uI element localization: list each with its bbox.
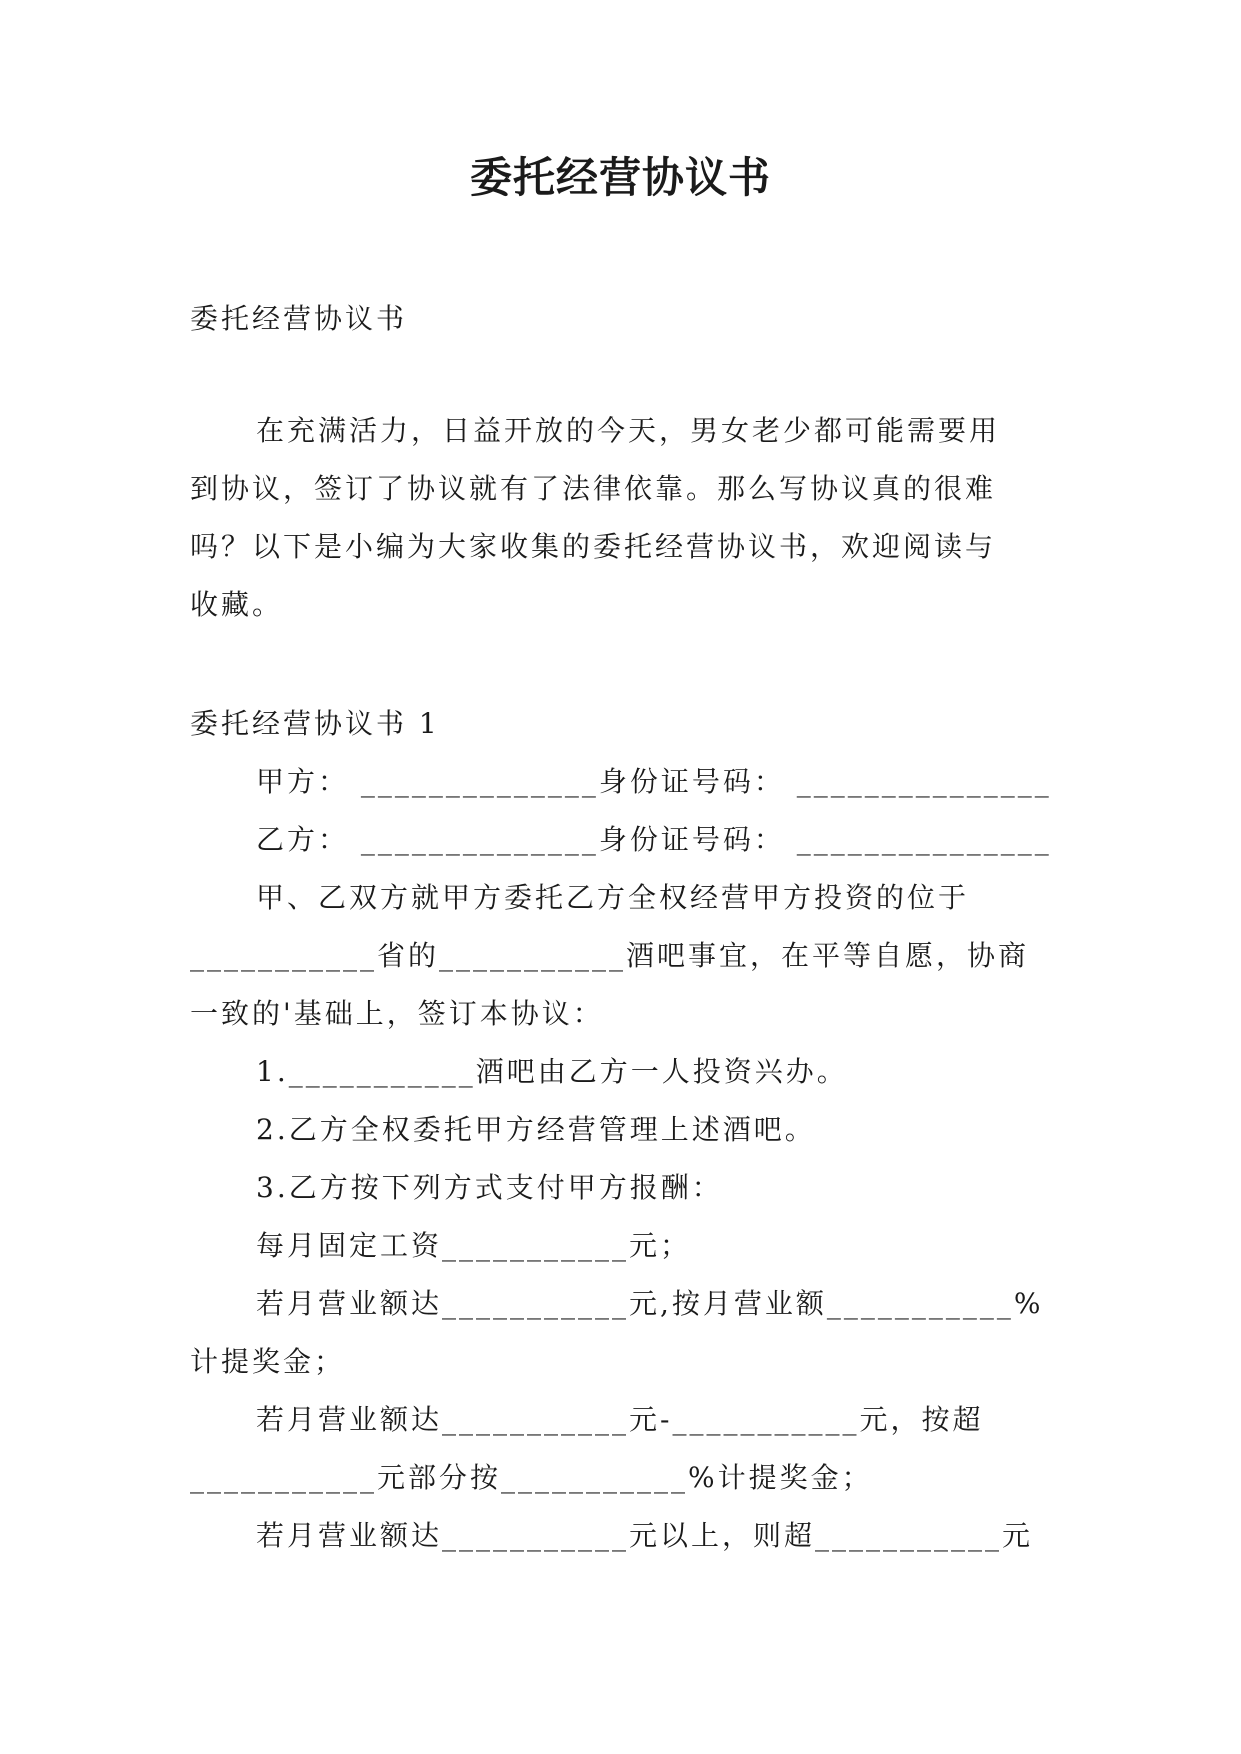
body-line: 若月营业额达___________元-___________元，按超 bbox=[256, 1403, 984, 1436]
document-title: 委托经营协议书 bbox=[469, 153, 771, 202]
body-line: 计提奖金； bbox=[190, 1345, 346, 1378]
body-line: 每月固定工资___________元； bbox=[256, 1229, 692, 1262]
agreement-section bbox=[190, 695, 1052, 1565]
section-title: 委托经营协议书 1 bbox=[190, 707, 440, 740]
body-line: 若月营业额达___________元,按月营业额___________% bbox=[256, 1287, 1044, 1320]
body-line: 2.乙方全权委托甲方经营管理上述酒吧。 bbox=[256, 1113, 816, 1146]
intro-line: 吗？以下是小编为大家收集的委托经营协议书，欢迎阅读与 bbox=[190, 530, 997, 563]
intro-paragraph bbox=[190, 402, 1052, 634]
intro-line: 在充满活力，日益开放的今天，男女老少都可能需要用 bbox=[256, 414, 1001, 447]
body-line: 甲方： ______________身份证号码： _______________ bbox=[256, 765, 1052, 798]
body-line: 甲、乙双方就甲方委托乙方全权经营甲方投资的位于 bbox=[256, 881, 970, 914]
intro-line: 收藏。 bbox=[190, 588, 284, 621]
body-line: 一致的'基础上，签订本协议： bbox=[190, 997, 604, 1030]
body-line: 若月营业额达___________元以上，则超___________元 bbox=[256, 1519, 1034, 1552]
body-line: 乙方： ______________身份证号码： _______________ bbox=[256, 823, 1052, 856]
body-line: 3.乙方按下列方式支付甲方报酬： bbox=[256, 1171, 723, 1204]
body-line: ___________省的___________酒吧事宜，在平等自愿，协商 bbox=[190, 939, 1030, 972]
body-line: ___________元部分按___________%计提奖金； bbox=[190, 1461, 873, 1494]
document-subtitle: 委托经营协议书 bbox=[190, 302, 408, 335]
body-line: 1.___________酒吧由乙方一人投资兴办。 bbox=[256, 1055, 848, 1088]
intro-line: 到协议，签订了协议就有了法律依靠。那么写协议真的很难 bbox=[190, 472, 997, 505]
